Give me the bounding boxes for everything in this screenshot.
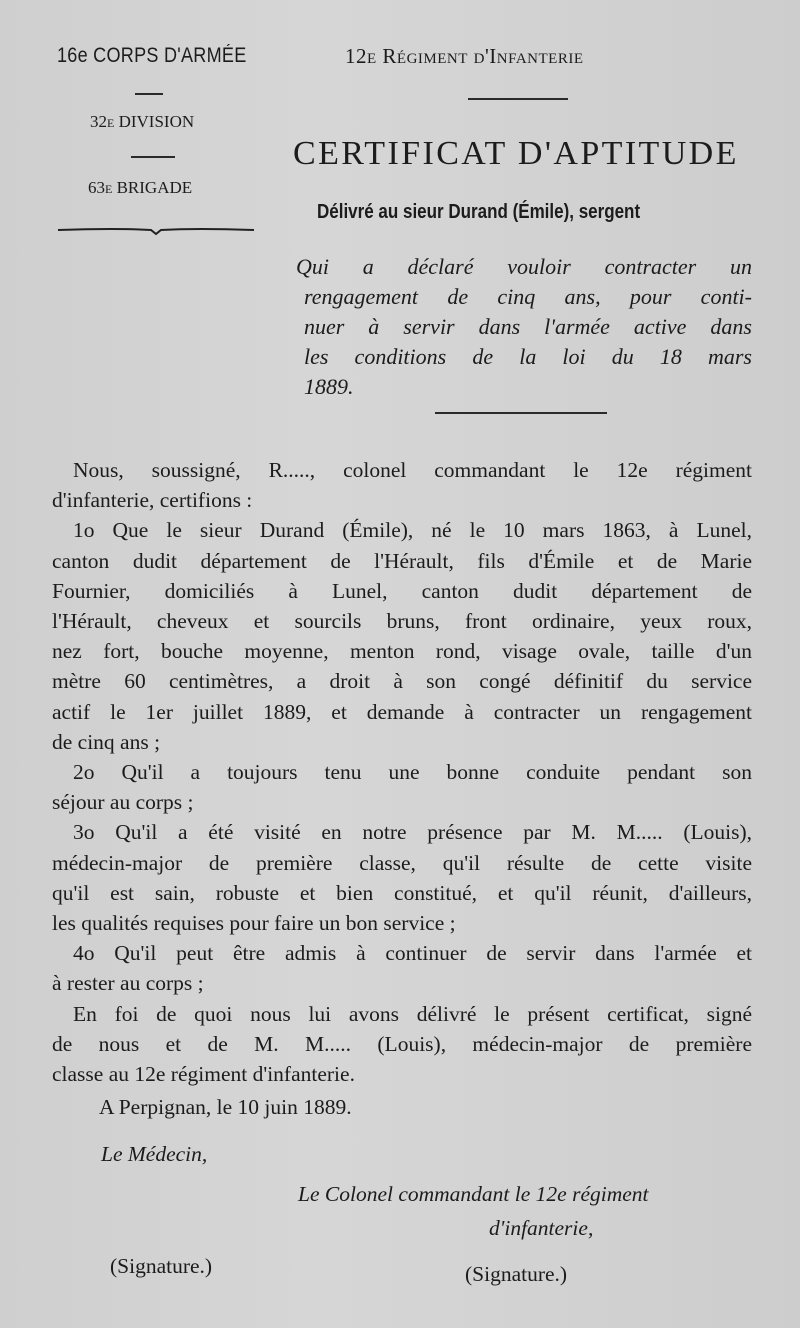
body-line: actif le 1er juillet 1889, et demande à contracter un rengagement [52, 699, 752, 724]
body-line: séjour au corps ; [52, 790, 194, 815]
body-line: médecin-major de première classe, qu'il résulte de cette visite [52, 850, 752, 875]
body-line: En foi de quoi nous lui avons délivré le présent certificat, signé [73, 1001, 752, 1026]
body-line: Fournier, domiciliés à Lunel, canton dudit département de [52, 578, 752, 603]
intro-line: Qui a déclaré vouloir contracter un [296, 254, 752, 279]
intro-paragraph [290, 252, 752, 402]
certificate-title: CERTIFICAT D'APTITUDE [293, 135, 739, 172]
intro-line: 1889. [304, 374, 354, 399]
divider-rule [135, 93, 163, 95]
body-line: les qualités requises pour faire un bon service ; [52, 911, 456, 936]
body-line: l'Hérault, cheveux et sourcils bruns, front ordinaire, yeux roux, [52, 609, 752, 634]
body-line: 4o Qu'il peut être admis à continuer de servir dans l'armée et [73, 941, 752, 966]
colonel-label: Le Colonel commandant le 12e régiment [298, 1182, 649, 1206]
intro-line: les conditions de la loi du 18 mars [304, 344, 752, 369]
body-line: classe au 12e régiment d'infanterie. [52, 1062, 355, 1087]
body-line: de nous et de M. M..... (Louis), médecin-major de première [52, 1031, 752, 1056]
delivered-to: Délivré au sieur Durand (Émile), sergent [317, 201, 641, 223]
colonel-label-cont: d'infanterie, [489, 1216, 594, 1240]
body-line: canton dudit département de l'Hérault, fils d'Émile et de Marie [52, 548, 752, 573]
division-label: 32e DIVISION [90, 112, 195, 131]
intro-line: nuer à servir dans l'armée active dans [304, 314, 752, 339]
regiment-heading: 12e Régiment d'Infanterie [345, 44, 584, 68]
body-line: Nous, soussigné, R....., colonel commandant le 12e régiment [73, 458, 752, 482]
body-line: à rester au corps ; [52, 971, 204, 996]
body-line: 1o Que le sieur Durand (Émile), né le 10 mars 1863, à Lunel, [73, 518, 752, 543]
certificate-body [52, 455, 752, 1089]
body-line: nez fort, bouche moyenne, menton rond, visage ovale, taille d'un [52, 639, 752, 664]
body-line: 2o Qu'il a toujours tenu une bonne conduite pendant son [73, 760, 752, 785]
colonel-signature: (Signature.) [465, 1262, 568, 1286]
place-date: A Perpignan, le 10 juin 1889. [99, 1095, 352, 1119]
brigade-label: 63e BRIGADE [88, 178, 193, 197]
ornamental-rule [56, 222, 256, 238]
body-line: 3o Qu'il a été visité en notre présence par M. M..... (Louis), [73, 820, 752, 845]
corps-heading: 16e CORPS D'ARMÉE [57, 44, 247, 67]
medecin-signature: (Signature.) [110, 1254, 213, 1278]
intro-line: rengagement de cinq ans, pour conti- [304, 284, 752, 309]
divider-rule [468, 98, 568, 100]
body-line: mètre 60 centimètres, a droit à son congé définitif du service [52, 669, 752, 694]
divider-rule [435, 412, 607, 414]
medecin-label: Le Médecin, [101, 1142, 208, 1166]
body-line: de cinq ans ; [52, 729, 161, 754]
body-line: qu'il est sain, robuste et bien constitué, et qu'il réunit, d'ailleurs, [52, 880, 752, 905]
divider-rule [131, 156, 175, 158]
body-line: d'infanterie, certifions : [52, 488, 253, 513]
